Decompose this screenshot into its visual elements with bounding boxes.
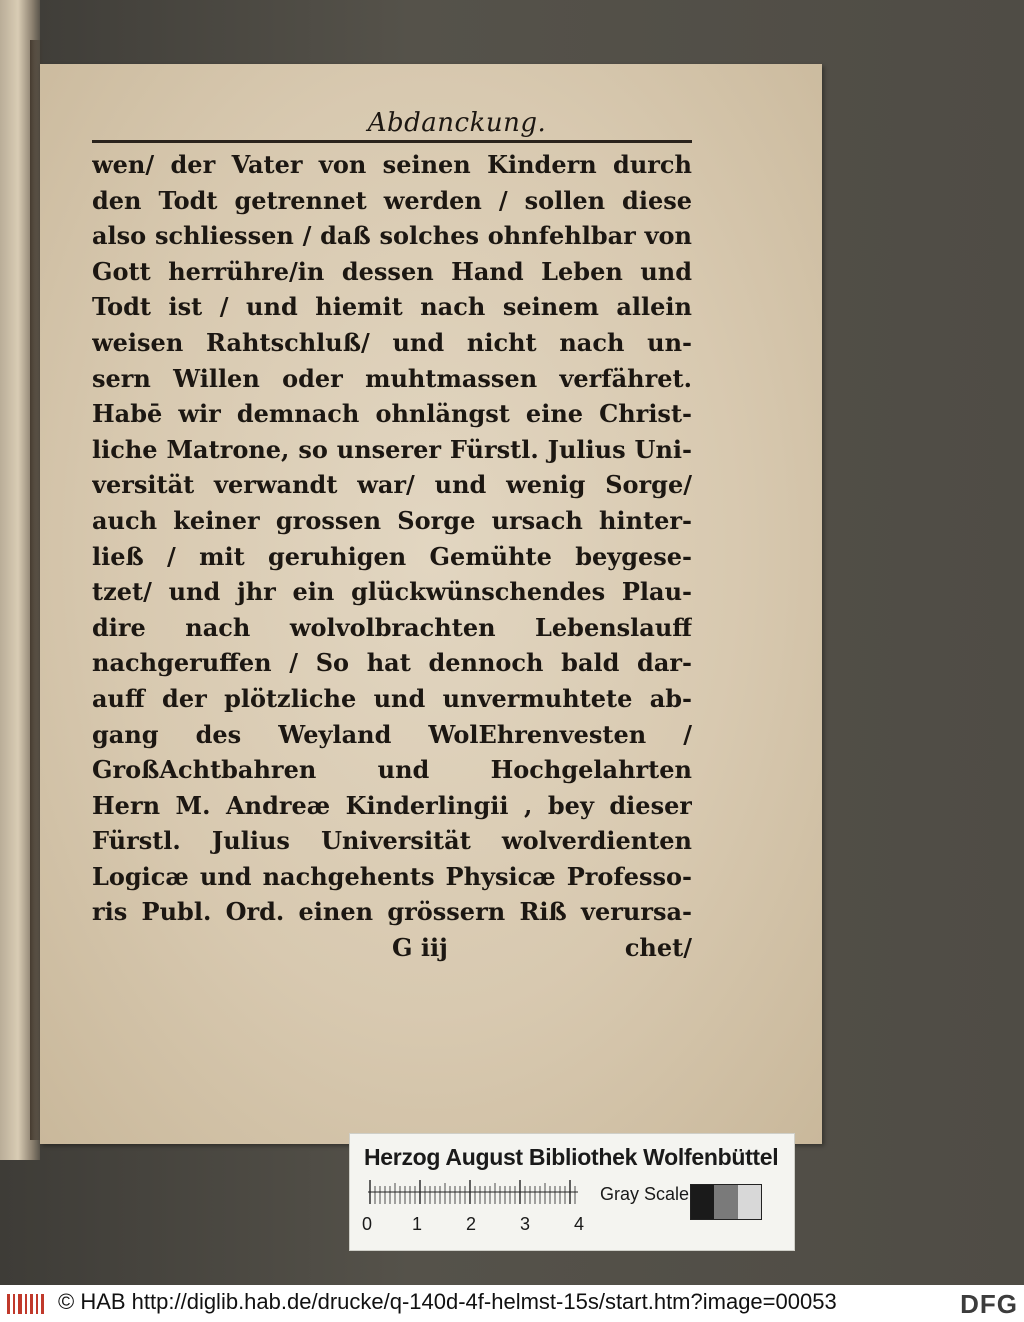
text-line: Habē wir demnach ohnlängst eine Christ- <box>92 399 692 429</box>
text-line: dire nach wolvolbrachten Lebenslauff <box>92 612 692 642</box>
text-line: weisen Rahtschluß/ und nicht nach un- <box>92 327 692 357</box>
library-color-card <box>349 1133 795 1251</box>
text-line: Gott herrühre/in dessen Hand Leben und <box>92 256 692 286</box>
signature-line <box>92 930 692 966</box>
book-page <box>40 64 822 1144</box>
header-rule <box>92 140 692 143</box>
ruler-number: 3 <box>520 1214 531 1234</box>
text-line: wen/ der Vater von seinen Kindern durch <box>92 150 692 179</box>
footer-bar <box>0 1285 1024 1322</box>
ruler-icon <box>368 1180 578 1204</box>
catchword: chet/ <box>624 933 692 963</box>
gray-scale-label: Gray Scale <box>600 1184 690 1204</box>
hab-barcode-icon <box>6 1291 46 1317</box>
copyright-url[interactable]: © HAB http://diglib.hab.de/drucke/q-140d-4f-helmst-15s/start.htm?image=00053 <box>58 1289 837 1314</box>
ruler-numbers <box>362 1214 592 1238</box>
text-line: liche Matrone, so unserer Fürstl. Julius Uni- <box>92 434 692 464</box>
text-line: versität verwandt war/ und wenig Sorge/ <box>92 470 692 500</box>
text-line: den Todt getrennet werden / sollen diese <box>92 185 692 215</box>
text-line: ris Publ. Ord. einen grössern Riß verursa- <box>92 897 692 927</box>
dfg-logo: DFG <box>956 1289 1018 1320</box>
text-line: also schliessen / daß solches ohnfehlbar von <box>92 221 692 251</box>
text-block <box>92 106 692 966</box>
text-line: ließ / mit geruhigen Gemühte beygese- <box>92 541 692 571</box>
ruler-number: 0 <box>362 1214 373 1234</box>
gray-swatch-mid <box>714 1185 737 1219</box>
ruler-number: 4 <box>574 1214 585 1234</box>
text-line: tzet/ und jhr ein glückwünschendes Plau- <box>92 577 692 607</box>
text-line: Fürstl. Julius Universität wolverdienten <box>92 826 692 856</box>
ruler-number: 1 <box>412 1214 423 1234</box>
signature-mark: G iij <box>392 933 448 963</box>
text-line: Logicæ und nachgehents Physicæ Professo- <box>92 861 692 891</box>
library-name: Herzog August Bibliothek Wolfenbüttel <box>364 1144 779 1170</box>
body-text <box>92 147 692 930</box>
running-head: Abdanckung. <box>367 108 547 138</box>
gray-swatch-dark <box>691 1185 714 1219</box>
gray-scale-swatches <box>690 1184 762 1220</box>
text-line: gang des Weyland WolEhrenvesten / <box>92 719 692 749</box>
text-line: Todt ist / und hiemit nach seinem allein <box>92 292 692 322</box>
text-line: Hern M. Andreæ Kinderlingii , bey dieser <box>92 790 692 820</box>
text-line: nachgeruffen / So hat dennoch bald dar- <box>92 648 692 678</box>
text-line: sern Willen oder muhtmassen verfähret. <box>92 363 692 393</box>
text-line: auch keiner grossen Sorge ursach hinter- <box>92 505 692 535</box>
gray-swatch-light <box>738 1185 761 1219</box>
text-line: GroßAchtbahren und Hochgelahrten <box>92 755 692 785</box>
ruler-number: 2 <box>466 1214 477 1234</box>
text-line: auff der plötzliche und unvermuhtete ab- <box>92 683 692 713</box>
